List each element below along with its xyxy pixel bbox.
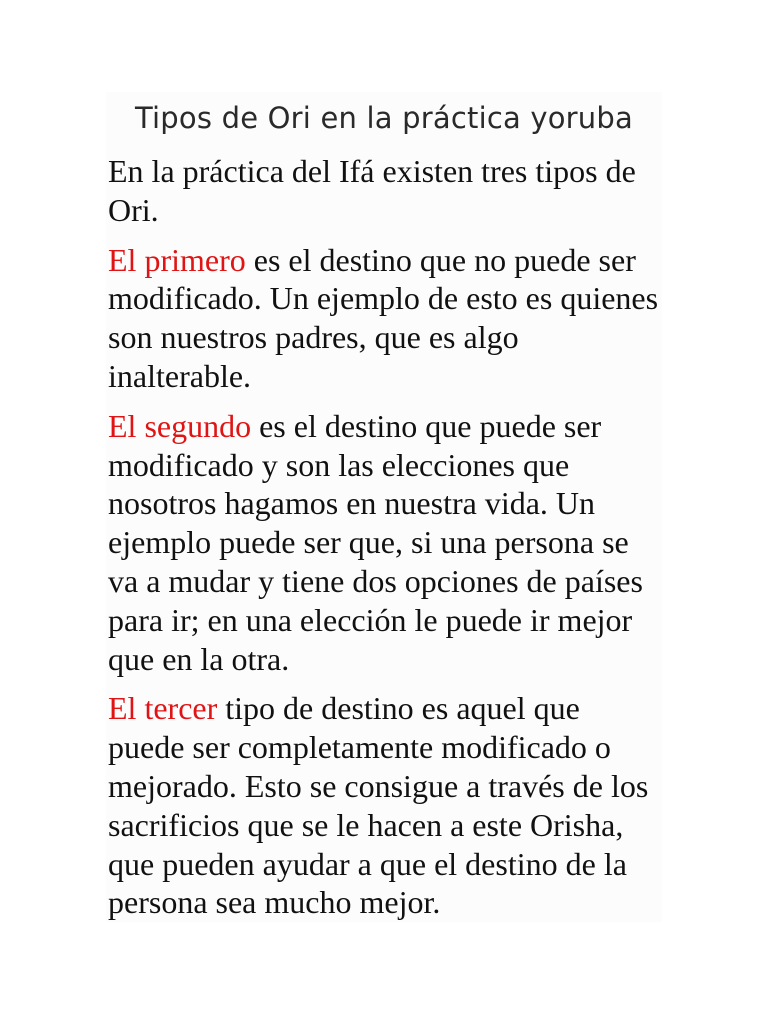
- paragraph-text: es el destino que no puede ser modificado. Un ejemplo de esto es quienes son nuestros padres, que es algo inalterable.: [108, 241, 659, 394]
- highlight-lead: El primero: [108, 241, 246, 278]
- document-title: Tipos de Ori en la práctica yoruba: [135, 101, 633, 135]
- highlight-lead: El segundo: [108, 407, 252, 444]
- paragraph-first-type: [106, 241, 662, 396]
- highlight-lead: El tercer: [108, 690, 218, 727]
- paragraph-text: tipo de destino es aquel que puede ser completamente modificado o mejorado. Esto se consigue a través de los sacrificios que se le hacen a este Orisha, que pueden ayudar a que el destino de la persona sea mucho mejor.: [108, 690, 649, 921]
- document-page: [106, 92, 662, 922]
- paragraph-second-type: [106, 407, 662, 679]
- paragraph-third-type: [106, 689, 662, 922]
- paragraph-intro: [106, 152, 662, 230]
- paragraph-text: En la práctica del Ifá existen tres tipos de Ori.: [108, 153, 636, 228]
- paragraph-text: es el destino que puede ser modificado y son las elecciones que nosotros hagamos en nuestra vida. Un ejemplo puede ser que, si una persona se va a mudar y tiene dos opciones de países para ir; en una elección le puede ir mejor que en la otra.: [108, 407, 643, 677]
